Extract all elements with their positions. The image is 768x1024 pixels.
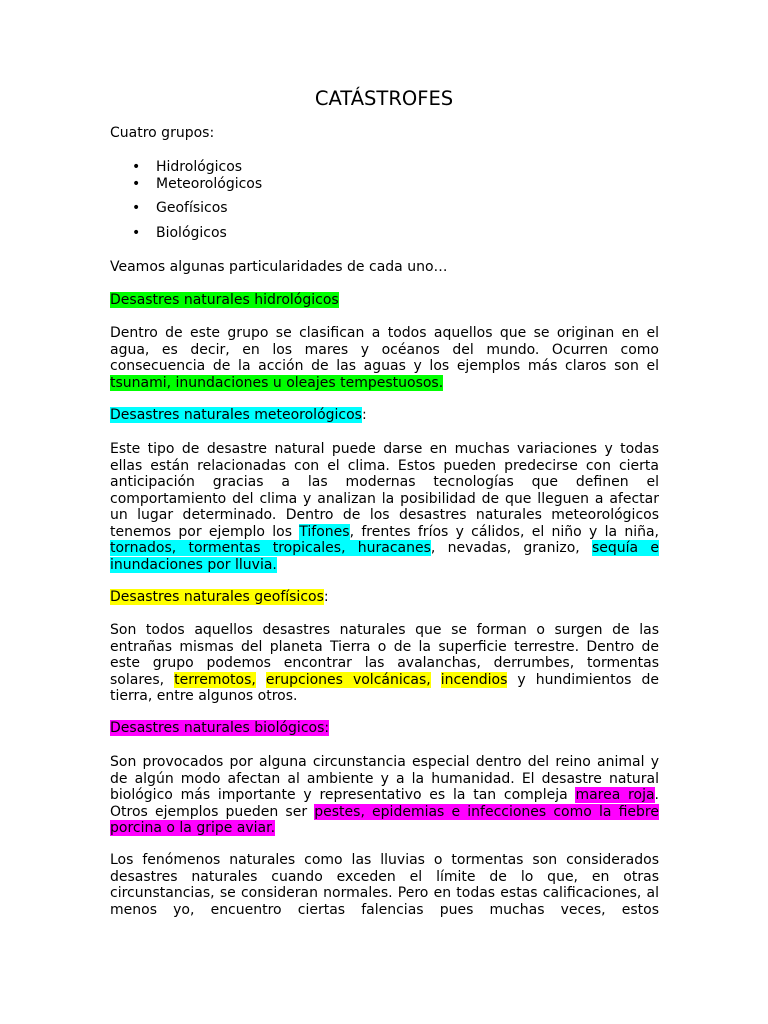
highlighted-text: terremotos, [174, 671, 256, 688]
intro-text: Cuatro grupos: [110, 125, 215, 141]
list-item-label: Meteorológicos [156, 176, 263, 192]
section-heading-geofisicos [110, 589, 659, 606]
highlighted-text: sequía e inundaciones por lluvia. [110, 540, 659, 573]
highlighted-text: marea roja [575, 787, 655, 803]
section-heading-hidrologicos [110, 292, 659, 309]
closing-paragraph: Los fenómenos naturales como las lluvias o tormentas son considerados desastres naturales cuando exceden el límite de lo que, en otras circunstancias, se consideran normales. Pero en todas estas calificaciones, al menos yo, encuentro ciertas falencias pues muchas veces, estos [110, 852, 659, 918]
highlighted-heading: Desastres naturales meteorológicos [110, 407, 362, 423]
highlighted-text: tornados, tormentas tropicales, huracanes [110, 540, 431, 556]
bullet-icon: • [132, 200, 141, 216]
list-item-label: Hidrológicos [156, 159, 243, 175]
highlighted-heading: Desastres naturales hidrológicos [110, 292, 339, 308]
bullet-icon: • [132, 176, 141, 192]
paragraph-text: Dentro de este grupo se clasifican a todos aquellos que se originan en el agua, es decir, en los mares y océanos del mundo. Ocurren como consecuencia de la acción de las aguas y los ejemplos más claros son el [110, 325, 659, 374]
paragraph-biologicos [110, 754, 659, 837]
section-heading-meteorologicos [110, 407, 659, 424]
highlighted-text: incendios [440, 671, 508, 688]
highlighted-text: erupciones volcánicas, [265, 671, 431, 688]
highlighted-heading: Desastres naturales geofísicos [110, 589, 324, 605]
section-heading-biologicos [110, 720, 659, 737]
paragraph-text: Son todos aquellos desastres naturales que se forman o surgen de las entrañas mismas del planeta Tierra o de la superficie terrestre. Dentro de este grupo podemos encontrar las avalanchas, derrumbes, tormentas solares, [110, 622, 659, 688]
paragraph-text: y hundimientos de tierra, entre algunos otros. [110, 671, 659, 704]
page-title: CATÁSTROFES [314, 87, 454, 110]
lead-text: Veamos algunas particularidades de cada uno… [110, 259, 448, 275]
highlighted-text: Tifones [299, 523, 350, 540]
paragraph-text: Son provocados por alguna circunstancia especial dentro del reino animal y de algún modo afectan al ambiente y a la humanidad. El desastre natural biológico más importante y representativo es la tan compleja [110, 754, 659, 803]
paragraph-text: Este tipo de desastre natural puede darse en muchas variaciones y todas ellas están relacionadas con el clima. Estos pueden predecirse con cierta anticipación gracias a las modernas tecnologías que definen el comportamiento del clima y analizan la posibilidad de que lleguen a afectar un lugar determinado. Dentro de los desastres naturales meteorológicos tenemos por ejemplo los [110, 441, 659, 540]
highlighted-text: pestes, epidemias e infecciones como la fiebre porcina o la gripe aviar. [110, 803, 659, 836]
heading-suffix: : [361, 407, 367, 423]
paragraph-hidrologicos [110, 325, 659, 391]
paragraph-geofisicos [110, 622, 659, 705]
paragraph-text: , nevadas, granizo, [430, 540, 592, 556]
highlighted-heading: Desastres naturales biológicos: [110, 720, 330, 736]
paragraph-text: . Otros ejemplos pueden ser [110, 787, 659, 820]
paragraph-text [256, 672, 266, 688]
list-item-label: Geofísicos [156, 200, 228, 216]
bullet-icon: • [132, 159, 141, 175]
bullet-icon: • [132, 225, 141, 241]
paragraph-text: , frentes fríos y cálidos, el niño y la niña, [349, 523, 659, 540]
list-item-label: Biológicos [156, 225, 227, 241]
paragraph-meteorologicos [110, 441, 659, 573]
highlighted-text: tsunami, inundaciones u oleajes tempestuosos. [110, 374, 444, 391]
paragraph-text [431, 672, 441, 688]
heading-suffix: : [323, 589, 329, 605]
